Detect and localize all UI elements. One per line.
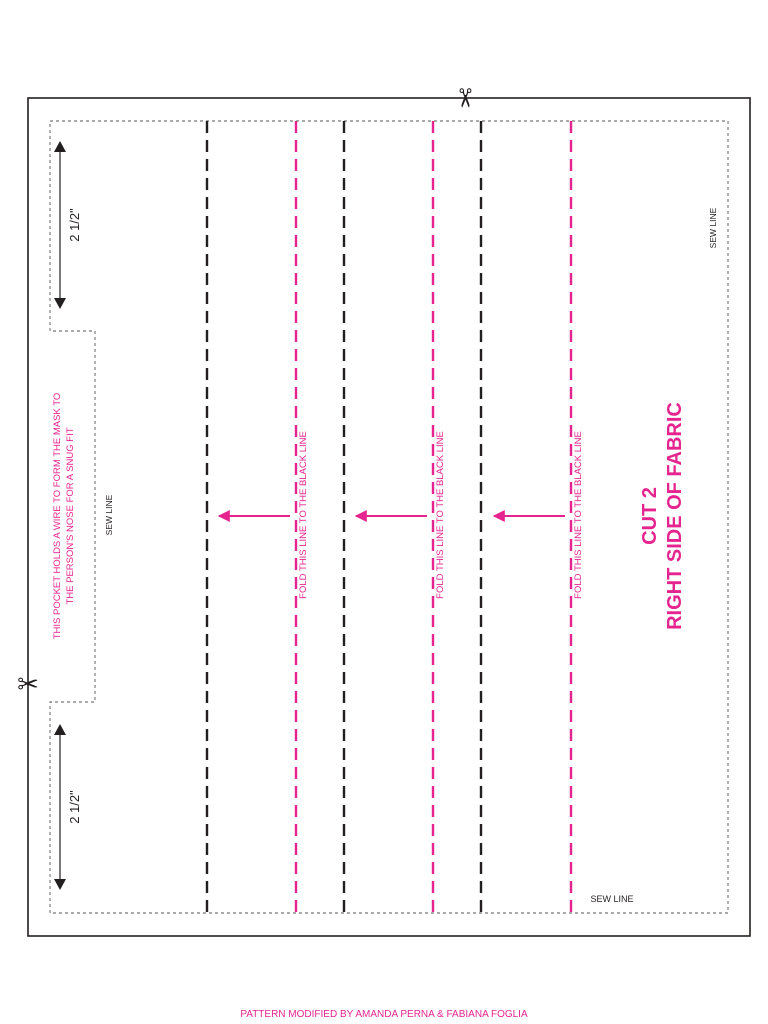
arrowhead [54,298,66,309]
pocket-note-line-1: THIS POCKET HOLDS A WIRE TO FORM THE MASK TO [52,392,63,640]
scissors-icon: ✂ [450,87,480,109]
arrowhead [54,724,66,735]
sew-line-label: SEW LINE [104,494,114,536]
cut-heading: CUT 2 [639,487,661,545]
fold-instruction-label: FOLD THIS LINE TO THE BLACK LINE [435,431,446,599]
footer-credit: PATTERN MODIFIED BY AMANDA PERNA & FABIANA FOGLIA [240,1009,528,1020]
cut-subheading: RIGHT SIDE OF FABRIC [664,402,686,630]
measurement-label: 2 1/2" [67,208,82,242]
arrowhead [54,879,66,890]
sew-line-label: SEW LINE [708,207,718,249]
scissors-icon: ✂ [17,669,39,699]
fold-instruction-label: FOLD THIS LINE TO THE BLACK LINE [573,431,584,599]
sew-line-label: SEW LINE [590,894,634,904]
pocket-note-line-2: THE PERSON'S NOSE FOR A SNUG FIT [65,427,76,605]
arrowhead [54,141,66,152]
measurement-label: 2 1/2" [67,790,82,824]
fold-instruction-label: FOLD THIS LINE TO THE BLACK LINE [298,431,309,599]
